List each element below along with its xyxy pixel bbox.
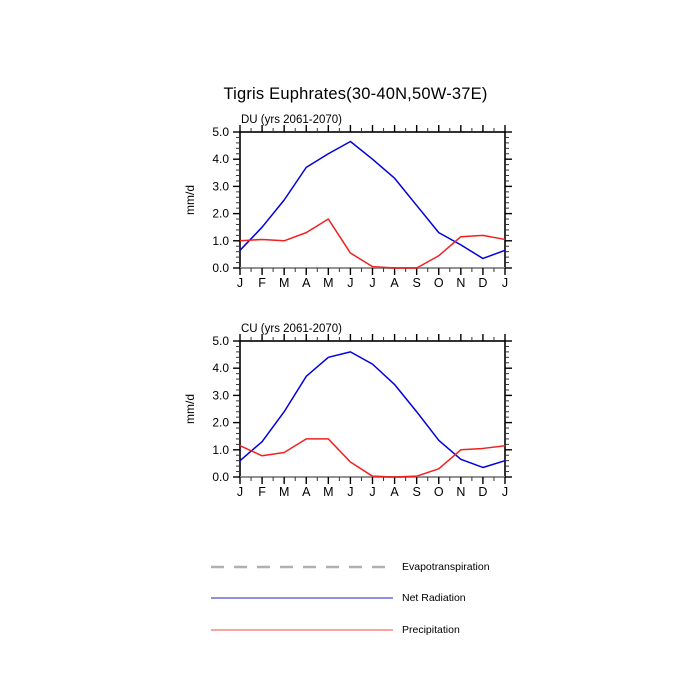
y-axis-label: mm/d — [183, 394, 197, 424]
y-tick-label: 5.0 — [212, 125, 229, 139]
x-tick-label: J — [369, 485, 376, 499]
precipitation-swatch — [210, 626, 394, 634]
cu-chart-panel — [170, 317, 530, 517]
y-tick-label: 3.0 — [212, 388, 229, 403]
y-tick-label: 1.0 — [212, 442, 229, 457]
x-tick-label: A — [302, 485, 311, 499]
evapotranspiration-swatch — [210, 563, 394, 571]
legend-label: Evapotranspiration — [402, 561, 490, 573]
y-tick-label: 5.0 — [212, 334, 229, 348]
precipitation-line — [240, 219, 505, 268]
x-tick-label: J — [347, 276, 354, 290]
x-tick-label: J — [369, 276, 376, 290]
y-tick-label: 2.0 — [212, 415, 229, 430]
x-tick-label: D — [478, 276, 488, 290]
x-tick-label: S — [412, 276, 421, 290]
x-tick-label: M — [323, 276, 334, 290]
y-tick-label: 1.0 — [212, 233, 229, 248]
legend-item-net-radiation — [210, 592, 466, 604]
x-tick-label: M — [323, 485, 334, 499]
cu-chart-subtitle: CU (yrs 2061-2070) — [241, 323, 342, 335]
y-tick-label: 2.0 — [212, 206, 229, 221]
x-tick-label: M — [278, 276, 290, 290]
x-tick-label: S — [412, 485, 421, 499]
x-tick-label: J — [347, 485, 354, 499]
x-tick-label: N — [456, 276, 466, 290]
legend-item-precipitation — [210, 624, 460, 636]
figure-title: Tigris Euphrates(30-40N,50W-37E) — [223, 85, 488, 103]
x-tick-label: M — [278, 485, 290, 499]
du-chart-panel — [170, 108, 530, 308]
net-radiation-swatch — [210, 594, 394, 602]
x-tick-label: A — [390, 485, 399, 499]
x-tick-label: J — [501, 485, 509, 499]
y-axis-label: mm/d — [183, 185, 197, 215]
plot-frame — [240, 341, 505, 477]
legend-item-evapotranspiration — [210, 561, 490, 573]
du-chart-subtitle: DU (yrs 2061-2070) — [241, 114, 342, 126]
legend-label: Net Radiation — [402, 592, 466, 604]
precipitation-line — [240, 439, 505, 477]
legend-label: Precipitation — [402, 624, 460, 636]
y-tick-label: 0.0 — [212, 261, 229, 275]
x-tick-label: A — [390, 276, 399, 290]
x-tick-label: A — [302, 276, 311, 290]
x-tick-label: J — [236, 276, 244, 290]
x-tick-label: F — [258, 276, 266, 290]
y-tick-label: 0.0 — [212, 470, 229, 484]
x-tick-label: O — [433, 276, 444, 290]
x-tick-label: J — [236, 485, 244, 499]
x-tick-label: N — [456, 485, 466, 499]
du-chart-plot — [170, 108, 530, 308]
y-tick-label: 4.0 — [212, 361, 229, 376]
x-tick-label: O — [433, 485, 444, 499]
x-tick-label: F — [258, 485, 266, 499]
x-tick-label: D — [478, 485, 488, 499]
y-tick-label: 4.0 — [212, 152, 229, 167]
x-tick-label: J — [501, 276, 509, 290]
y-tick-label: 3.0 — [212, 179, 229, 194]
cu-chart-plot — [170, 317, 530, 517]
